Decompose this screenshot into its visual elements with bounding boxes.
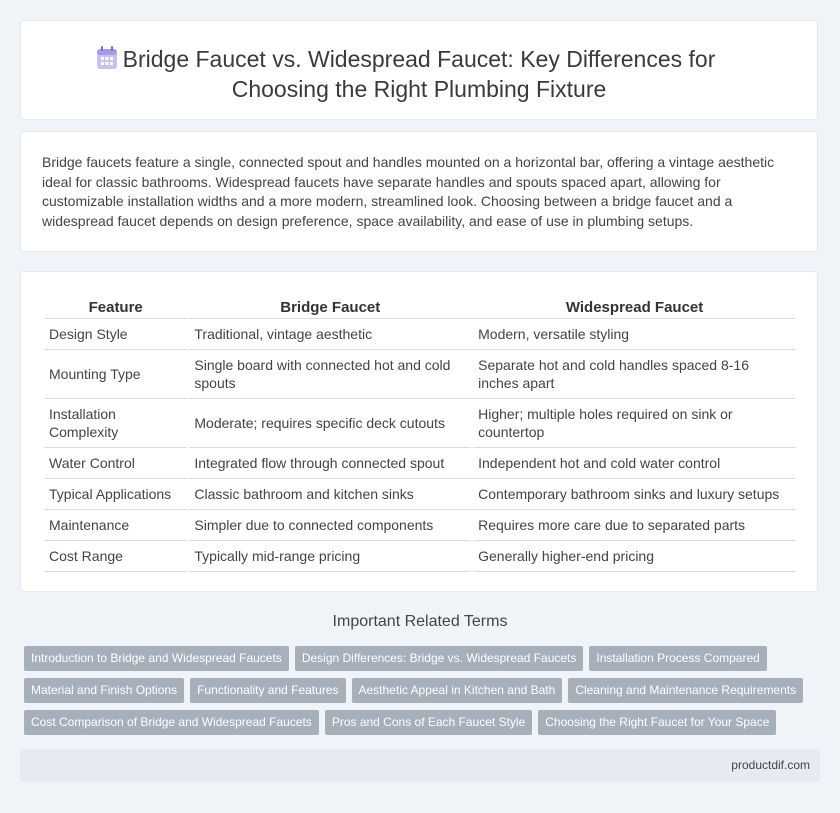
related-terms-tags [24,646,824,742]
page-title-line-2: Choosing the Right Plumbing Fixture [231,76,607,102]
table-row [44,510,796,541]
comparison-table-card [20,271,818,592]
table-row [44,448,796,479]
intro-card [20,131,818,252]
related-terms-title: Important Related Terms [332,613,508,630]
table-cell: Cost Range [44,541,187,572]
table-cell: Traditional, vintage aesthetic [189,319,471,350]
table-cell: Water Control [44,448,187,479]
table-cell: Independent hot and cold water control [473,448,796,479]
table-cell: Simpler due to connected components [189,510,471,541]
table-cell: Contemporary bathroom sinks and luxury setups [473,479,796,510]
related-term-tag[interactable]: Functionality and Features [190,678,345,703]
page-title [21,44,817,104]
table-cell: Design Style [44,319,187,350]
footer-bar [20,749,820,782]
table-row [44,319,796,350]
page-title-line-1: Bridge Faucet vs. Widespread Faucet: Key Differences for [122,46,716,72]
related-term-tag[interactable]: Pros and Cons of Each Faucet Style [325,710,532,735]
table-cell: Generally higher-end pricing [473,541,796,572]
related-term-tag[interactable]: Installation Process Compared [589,646,766,671]
tag-row [24,678,824,703]
table-cell: Separate hot and cold handles spaced 8-16 inches apart [473,350,796,399]
intro-paragraph: Bridge faucets feature a single, connected spout and handles mounted on a horizontal bar, offering a vintage aesthetic ideal for classic bathrooms. Widespread faucets have separate handles and spouts spaced apart, allowing for customizable installation widths and a more modern, streamlined look. Choosing between a bridge faucet and a widespread faucet depends on design preference, space availability, and ease of use in plumbing setups. [42,154,775,229]
table-cell: Modern, versatile styling [473,319,796,350]
table-cell: Mounting Type [44,350,187,399]
comparison-table [42,296,798,572]
tag-row [24,646,824,671]
table-cell: Integrated flow through connected spout [189,448,471,479]
related-term-tag[interactable]: Design Differences: Bridge vs. Widespread Faucets [295,646,584,671]
table-cell: Moderate; requires specific deck cutouts [189,399,471,448]
related-term-tag[interactable]: Choosing the Right Faucet for Your Space [538,710,776,735]
title-card [20,20,818,120]
column-header: Feature [44,296,187,319]
related-term-tag[interactable]: Aesthetic Appeal in Kitchen and Bath [352,678,563,703]
table-cell: Requires more care due to separated parts [473,510,796,541]
column-header: Bridge Faucet [189,296,471,319]
table-cell: Classic bathroom and kitchen sinks [189,479,471,510]
table-cell: Typically mid-range pricing [189,541,471,572]
column-header: Widespread Faucet [473,296,796,319]
table-cell: Installation Complexity [44,399,187,448]
table-row [44,350,796,399]
related-term-tag[interactable]: Cost Comparison of Bridge and Widespread Faucets [24,710,319,735]
table-cell: Single board with connected hot and cold spouts [189,350,471,399]
table-header-row [44,296,796,319]
footer-site-link[interactable]: productdif.com [731,758,810,772]
table-row [44,399,796,448]
related-term-tag[interactable]: Introduction to Bridge and Widespread Faucets [24,646,289,671]
table-row [44,541,796,572]
related-term-tag[interactable]: Material and Finish Options [24,678,184,703]
table-cell: Typical Applications [44,479,187,510]
table-row [44,479,796,510]
table-cell: Higher; multiple holes required on sink or countertop [473,399,796,448]
tag-row [24,710,824,735]
related-term-tag[interactable]: Cleaning and Maintenance Requirements [568,678,803,703]
table-cell: Maintenance [44,510,187,541]
